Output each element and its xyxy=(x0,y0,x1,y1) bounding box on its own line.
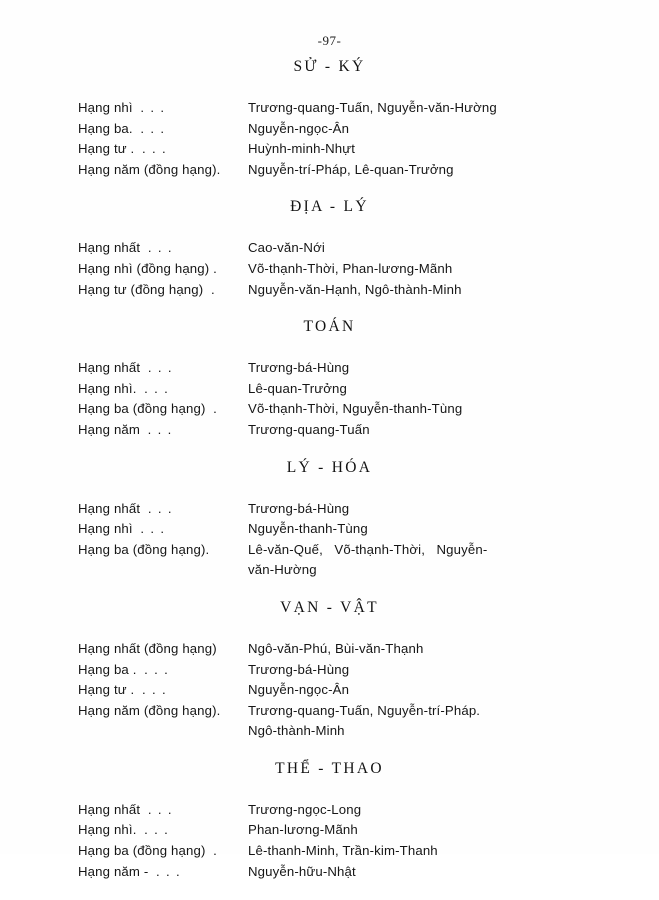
ranking-row xyxy=(78,519,635,540)
student-names: Huỳnh-minh-Nhựt xyxy=(248,141,356,157)
dot-leader: . xyxy=(142,100,155,115)
student-names: Nguyễn-ngọc-Ân xyxy=(248,682,350,698)
ranking-list xyxy=(78,358,635,440)
student-names: Võ-thạnh-Thời, Phan-lương-Mãnh xyxy=(248,260,453,276)
ranking-row xyxy=(78,259,635,280)
student-names: Nguyễn-ngọc-Ân xyxy=(248,120,350,136)
dot-leader: . xyxy=(132,120,145,136)
dot-leader: . xyxy=(156,822,168,838)
spacer xyxy=(0,477,659,499)
rank-label: Hạng nhì . . . xyxy=(78,519,248,540)
dot-leader: . xyxy=(160,360,172,376)
dot-leader: . xyxy=(158,863,170,879)
rank-label: Hạng ba. . . . xyxy=(78,119,248,140)
rank-label: Hạng năm - . . . xyxy=(78,862,248,883)
ranking-row xyxy=(78,680,635,701)
dot-leader: . xyxy=(154,141,166,157)
dot-leader: . xyxy=(150,421,162,437)
rank-label: Hạng nhì (đồng hạng) . xyxy=(78,260,217,276)
dot-leader: . xyxy=(134,682,146,698)
rank-label: Hạng nhì. . . . xyxy=(78,379,248,400)
ranking-list xyxy=(78,499,635,581)
dot-leader: . xyxy=(152,120,165,136)
student-names: Ngô-văn-Phú, Bùi-văn-Thạnh xyxy=(248,640,424,656)
student-names: Trương-quang-Tuấn, Nguyễn-văn-Hường xyxy=(248,100,497,115)
student-names: Lê-văn-Quế, Võ-thạnh-Thời, Nguyễn- văn-Hường xyxy=(248,540,635,581)
section-title: ĐỊA - LÝ xyxy=(290,198,369,216)
subject-section xyxy=(0,198,659,318)
dot-leader: . xyxy=(152,521,165,537)
dot-leader: . xyxy=(160,421,172,437)
dot-leader: . xyxy=(140,240,152,256)
section-title: TOÁN xyxy=(303,318,356,336)
rank-label: Hạng nhất . . . xyxy=(78,800,248,821)
ranking-row xyxy=(78,701,635,742)
student-names: Trương-quang-Tuấn, Nguyễn-trí-Pháp. Ngô-thành-Minh xyxy=(248,701,635,742)
rank-label: Hạng ba (đồng hạng) . xyxy=(78,399,248,420)
student-names: Nguyễn-văn-Hạnh, Ngô-thành-Minh xyxy=(248,281,462,297)
ranking-row xyxy=(78,639,635,660)
rank-label: Hạng nhì . . . xyxy=(78,98,248,119)
student-names: Nguyễn-hữu-Nhật xyxy=(248,863,356,879)
dot-leader: . xyxy=(205,843,217,859)
ranking-row xyxy=(78,238,635,259)
rank-label: Hạng năm (đồng hạng). xyxy=(78,161,221,177)
student-names: Trương-bá-Hùng xyxy=(248,661,350,677)
dot-leader: . xyxy=(203,281,215,297)
ranking-row xyxy=(78,820,635,841)
dot-leader: . xyxy=(156,380,168,396)
page-content xyxy=(0,58,659,900)
student-names: Lê-quan-Trưởng xyxy=(248,380,347,396)
dot-leader: . xyxy=(154,682,166,698)
spacer xyxy=(0,581,659,599)
student-names: Phan-lương-Mãnh xyxy=(248,822,358,838)
section-title: THỂ - THAO xyxy=(275,759,384,777)
ranking-row xyxy=(78,399,635,420)
dot-leader: . xyxy=(134,141,146,157)
rank-label: Hạng tư . . . . xyxy=(78,139,248,160)
spacer xyxy=(0,216,659,238)
rank-label: Hạng nhất . . . xyxy=(78,238,248,259)
student-names: Trương-ngọc-Long xyxy=(248,801,362,817)
rank-label: Hạng ba . . . . xyxy=(78,660,248,681)
ranking-row xyxy=(78,160,635,181)
spacer xyxy=(0,742,659,760)
ranking-row xyxy=(78,499,635,520)
section-title: LÝ - HÓA xyxy=(286,458,373,476)
ranking-row xyxy=(78,280,635,301)
dot-leader: . xyxy=(146,661,158,677)
dot-leader: . xyxy=(148,863,160,879)
dot-leader: . xyxy=(140,360,152,376)
subject-section xyxy=(0,459,659,599)
dot-leader: . xyxy=(136,822,148,838)
ranking-row xyxy=(78,540,635,581)
dot-leader: . xyxy=(168,863,180,879)
dot-leader: . xyxy=(144,682,156,698)
rank-label: Hạng nhì. . . . xyxy=(78,820,248,841)
rank-label: Hạng năm . . . xyxy=(78,420,248,441)
spacer xyxy=(0,778,659,800)
spacer xyxy=(0,76,659,98)
dot-leader: . xyxy=(150,240,162,256)
spacer xyxy=(0,441,659,459)
ranking-row xyxy=(78,420,635,441)
section-title: VẠN - VẬT xyxy=(280,598,379,616)
dot-leader: . xyxy=(132,521,145,537)
dot-leader: . xyxy=(146,380,158,396)
ranking-list xyxy=(78,639,635,742)
subject-section xyxy=(0,760,659,900)
section-title: SỬ - KÝ xyxy=(293,58,366,75)
spacer xyxy=(0,617,659,639)
subject-section xyxy=(0,318,659,458)
spacer xyxy=(0,336,659,358)
ranking-row xyxy=(78,358,635,379)
dot-leader: . xyxy=(150,801,162,817)
dot-leader: . xyxy=(140,801,152,817)
dot-leader: . xyxy=(150,360,162,376)
student-names: Cao-văn-Nới xyxy=(248,240,325,256)
spacer xyxy=(0,882,659,900)
ranking-list xyxy=(78,98,635,180)
dot-leader: . xyxy=(205,401,217,417)
student-names: Trương-bá-Hùng xyxy=(248,500,350,516)
page-number: -97- xyxy=(317,33,342,48)
student-names: Trương-bá-Hùng xyxy=(248,360,350,376)
dot-leader: . xyxy=(146,822,158,838)
dot-leader: . xyxy=(136,380,148,396)
spacer xyxy=(0,180,659,198)
ranking-row xyxy=(78,800,635,821)
rank-label: Hạng ba (đồng hạng). xyxy=(78,541,210,557)
student-names: Nguyễn-trí-Pháp, Lê-quan-Trưởng xyxy=(248,161,454,177)
rank-label: Hạng ba (đồng hạng) . xyxy=(78,841,248,862)
rank-label: Hạng nhất . . . xyxy=(78,499,248,520)
ranking-row xyxy=(78,660,635,681)
student-names-continuation: văn-Hường xyxy=(248,562,317,578)
rank-label: Hạng nhất . . . xyxy=(78,358,248,379)
dot-leader: . xyxy=(136,661,148,677)
ranking-row xyxy=(78,98,635,119)
rank-label: Hạng tư (đồng hạng) . xyxy=(78,280,248,301)
dot-leader: . xyxy=(144,141,156,157)
dot-leader: . xyxy=(142,521,155,537)
rank-label: Hạng nhất (đồng hạng) xyxy=(78,640,217,656)
student-names-continuation: Ngô-thành-Minh xyxy=(248,723,345,739)
student-names: Lê-thanh-Minh, Trần-kim-Thanh xyxy=(248,843,438,859)
ranking-list xyxy=(78,238,635,300)
dot-leader: . xyxy=(160,500,172,516)
ranking-list xyxy=(78,800,635,882)
ranking-row xyxy=(78,139,635,160)
rank-label: Hạng tư . . . . xyxy=(78,680,248,701)
ranking-row xyxy=(78,379,635,400)
dot-leader: . xyxy=(132,100,145,115)
student-names: Nguyễn-thanh-Tùng xyxy=(248,521,368,537)
student-names: Trương-quang-Tuấn xyxy=(248,421,370,437)
ranking-row xyxy=(78,841,635,862)
student-names: Võ-thạnh-Thời, Nguyễn-thanh-Tùng xyxy=(248,401,463,417)
dot-leader: . xyxy=(150,500,162,516)
dot-leader: . xyxy=(160,801,172,817)
rank-label: Hạng năm (đồng hạng). xyxy=(78,702,221,718)
ranking-row xyxy=(78,862,635,883)
dot-leader: . xyxy=(140,500,152,516)
subject-section xyxy=(0,599,659,760)
dot-leader: . xyxy=(152,100,165,115)
subject-section xyxy=(0,58,659,198)
dot-leader: . xyxy=(156,661,168,677)
spacer xyxy=(0,300,659,318)
dot-leader: . xyxy=(142,120,155,136)
dot-leader: . xyxy=(160,240,172,256)
ranking-row xyxy=(78,119,635,140)
dot-leader: . xyxy=(140,421,152,437)
